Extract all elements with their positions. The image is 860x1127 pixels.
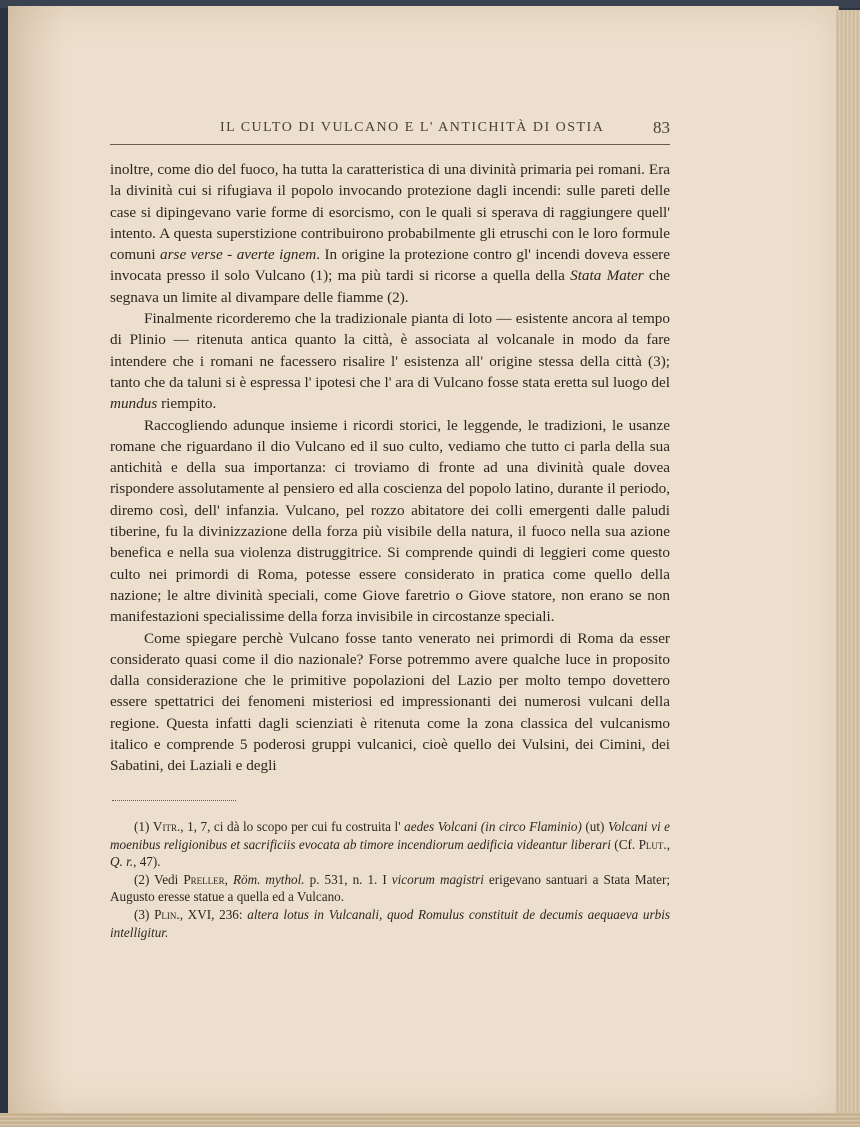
text-run: Finalmente ricorderemo che la tradizionale pianta di loto — esistente ancora al tempo di Plinio — ritenuta antica quanto la città, è associata al volcanale in modo da fare intendere che i romani ne facessero risalire l' esistenza all' origine stessa della città (3); tanto che da taluni si è espressa l' ipotesi che l' ara di Vulcano fosse stata eretta sul luogo del: [110, 310, 670, 391]
text-run: (ut): [581, 819, 608, 834]
paragraph: Raccogliendo adunque insieme i ricordi storici, le leggende, le tradizioni, le usanze romane che riguardano il dio Vulcano ed il suo culto, vediamo che tutto ci parla della sua antichità e della sua importanza: ci troviamo di fronte ad una divinità quale dovea rispondere assolutamente al pensiero ed alla coscienza del popolo latino, durante il periodo, diremo così, dell' infanzia. Vulcano, pel rozzo abitatore dei colli emergenti dalle paludi tiberine, fu la divinizzazione della forza più visibile della natura, il fuoco nella sua azione benefica e nella sua violenza distruggitrice. Si comprende quindi di leggieri come questo culto nei primordi di Roma, potesse essere considerato in pratica come quello della nazione; le altre divinità speciali, come Giove faretrio o Giove statore, non erano se non manifestazioni specialissime della forza invisibile in circostanze speciali.: [110, 416, 670, 626]
footnote: [110, 871, 670, 906]
footnotes: [110, 818, 670, 941]
text-run: inoltre, come dio del fuoco, ha tutta la caratteristica di una divinità primaria pei romani. Era la divinità cui si rifugiava il popolo invocando protezione dagli incendi: sulle pareti delle case si dipingevano varie forme di esorcismo, con le quali si sperava di raggiungere quell' intento. A questa superstizione contribuirono probabilmente gli etruschi con le loro formule comuni: [110, 161, 670, 264]
page-number: 83: [653, 118, 670, 137]
author-abbrev: Plin.: [154, 906, 180, 922]
paragraph: [110, 159, 670, 308]
text-run: ,: [666, 836, 670, 852]
gutter-shadow: [8, 6, 68, 1114]
page-stack-edge-right: [836, 10, 860, 1127]
footnote: [110, 818, 670, 871]
author-abbrev: Vitr.: [152, 819, 181, 834]
text-run: , 1, 7, ci dà lo scopo per cui fu costruita l': [180, 819, 405, 834]
footnote-number: (3): [134, 906, 155, 922]
main-text: [110, 159, 670, 777]
author-abbrev: Plut.: [638, 836, 667, 852]
italic-run: altera lotus in Vulcanali, quod Romulus constituit de decumis aequaeva urbis intelligitur.: [110, 906, 670, 940]
italic-run: mundus: [110, 395, 158, 413]
text-run: (Cf.: [610, 836, 639, 852]
text-run: erigevano santuari a Stata Mater; Augusto eresse statue a quella ed a Vulcano.: [110, 871, 671, 905]
author-abbrev: Preller: [183, 871, 225, 887]
text-run: p. 531, n. 1. I: [304, 871, 392, 887]
italic-run: aedes Volcani (in circo Flaminio): [404, 819, 582, 834]
text-run: , 47).: [133, 854, 161, 870]
italic-run: Röm. mythol.: [232, 871, 305, 887]
text-run: riempito.: [157, 395, 217, 413]
footnote-number: (2) Vedi: [134, 871, 184, 887]
italic-run: Q. r.: [110, 854, 134, 870]
running-head: [110, 120, 670, 144]
footnote-separator: [112, 800, 236, 801]
text-run: . In origine la protezione contro gl' incendi doveva essere invocata presso il solo Vulcano (1); ma più tardi si ricorse a quella della: [110, 246, 670, 285]
italic-run: arse verse - averte ignem: [160, 246, 317, 264]
page-stack-edge-bottom: [0, 1113, 860, 1127]
text-run: ,: [224, 871, 233, 887]
paragraph: Come spiegare perchè Vulcano fosse tanto venerato nei primordi di Roma da esser considerato quasi come il dio nazionale? Forse potremmo avere qualche luce in proposito dalla considerazione che le primitive popolazioni del Lazio per molto tempo dovettero essere spettatrici dei fenomeni misteriosi ed impressionanti dei numerosi vulcani della regione. Questa infatti dagli scienziati è ritenuta come la zona classica del vulcanismo italico e comprende 5 poderosi gruppi vulcanici, cioè quello dei Vulsini, dei Cimini, dei Sabatini, dei Laziali e degli: [110, 629, 670, 775]
running-title: IL CULTO DI VULCANO E L' ANTICHITÀ DI OSTIA: [220, 120, 605, 135]
text-run: , XVI, 236:: [179, 906, 248, 922]
italic-run: Stata Mater: [570, 267, 644, 285]
paragraph: [110, 308, 670, 414]
footnote: [110, 906, 670, 941]
italic-run: vicorum magistri: [391, 871, 484, 887]
italic-run: Volcani vi e moenibus religionibus et sacrificiis evocata ab timore incendiorum aedificia videantur liberari: [110, 819, 670, 852]
header-rule: [110, 144, 670, 145]
text-run: che segnava un limite al divampare delle fiamme (2).: [110, 267, 670, 306]
footnote-number: (1): [134, 819, 153, 834]
